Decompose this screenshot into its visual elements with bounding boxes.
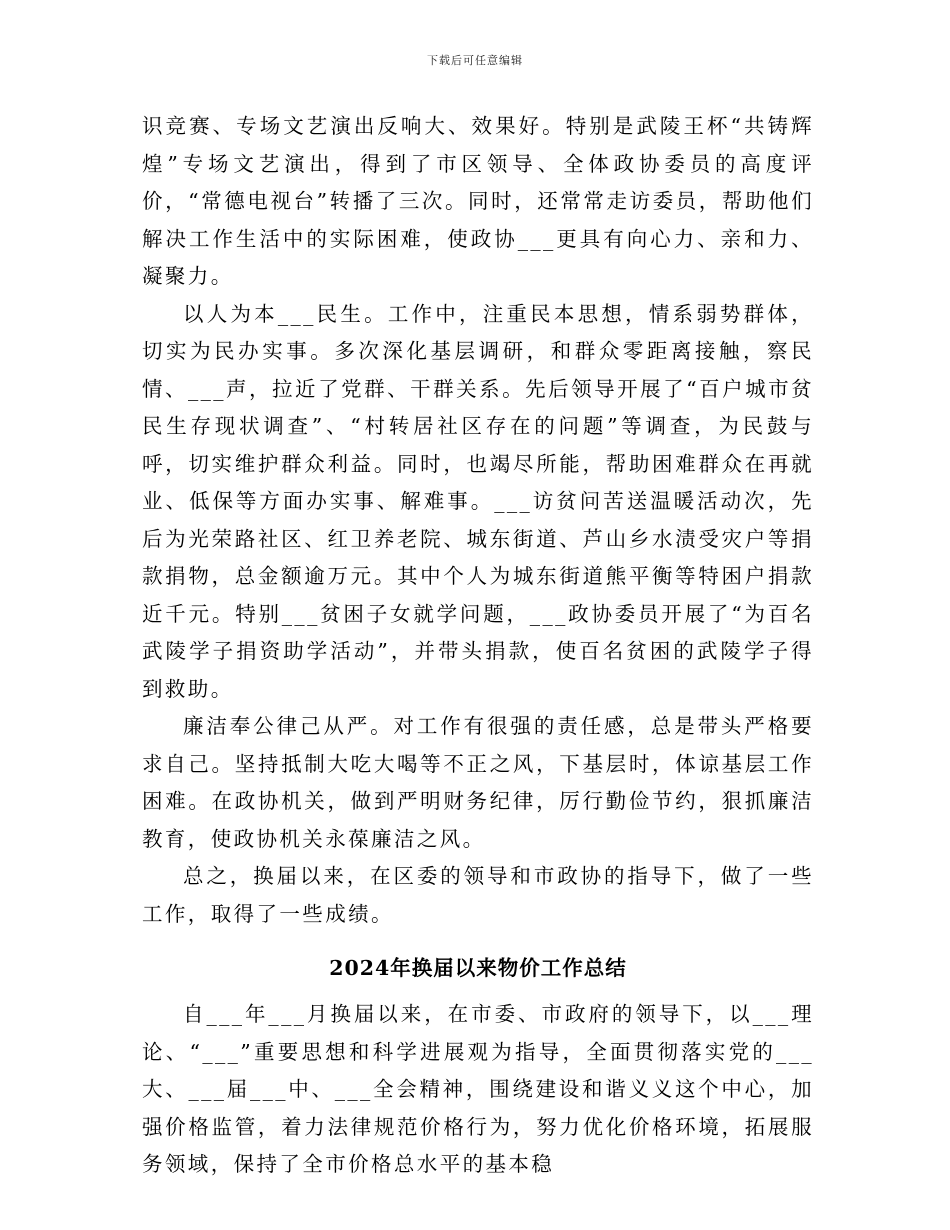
- paragraph-summary: 总之，换届以来，在区委的领导和市政协的指导下，做了一些工作，取得了一些成绩。: [142, 864, 814, 926]
- paragraph-people-oriented: 以人为本___民生。工作中，注重民本思想，情系弱势群体，切实为民办实事。多次深化基层调研，和群众零距离接触，察民情、___声，拉近了党群、干群关系。先后领导开展了“百户城市贫民生存现状调查”、“村转居社区存在的问题”等调查，为民鼓与呼，切实维护群众利益。同时，也竭尽所能，帮助困难群众在再就业、低保等方面办实事、解难事。___访贫问苦送温暖活动次，先后为光荣路社区、红卫养老院、城东街道、芦山乡水渍受灾户等捐款捐物，总金额逾万元。其中个人为城东街道熊平衡等特困户捐款近千元。特别___贫困子女就学问题，___政协委员开展了“为百名武陵学子捐资助学活动”，并带头捐款，使百名贫困的武陵学子得到救助。: [142, 301, 814, 701]
- paragraph-integrity: 廉洁奉公律己从严。对工作有很强的责任感，总是带头严格要求自己。坚持抵制大吃大喝等不正之风，下基层时，体谅基层工作困难。在政协机关，做到严明财务纪律，厉行勤俭节约，狠抓廉洁教育，使政协机关永葆廉洁之风。: [142, 714, 814, 851]
- section-title: 2024年换届以来物价工作总结: [329, 956, 627, 980]
- paragraph-continued: 识竞赛、专场文艺演出反响大、效果好。特别是武陵王杯“共铸辉煌”专场文艺演出，得到了市区领导、全体政协委员的高度评价，“常德电视台”转播了三次。同时，还常常走访委员，帮助他们解决工作生活中的实际困难，使政协___更具有向心力、亲和力、凝聚力。: [142, 114, 814, 288]
- page-header: 下载后可任意编辑: [427, 54, 523, 67]
- document-body: [142, 108, 814, 1184]
- paragraph-price-intro: 自___年___月换届以来，在市委、市政府的领导下，以___理论、“___”重要思想和科学进展观为指导，全面贯彻落实党的___大、___届___中、___全会精神，围绕建设和谐义义这个中心，加强价格监管，着力法律规范价格行为，努力优化价格环境，拓展服务领域，保持了全市价格总水平的基本稳: [142, 1002, 814, 1176]
